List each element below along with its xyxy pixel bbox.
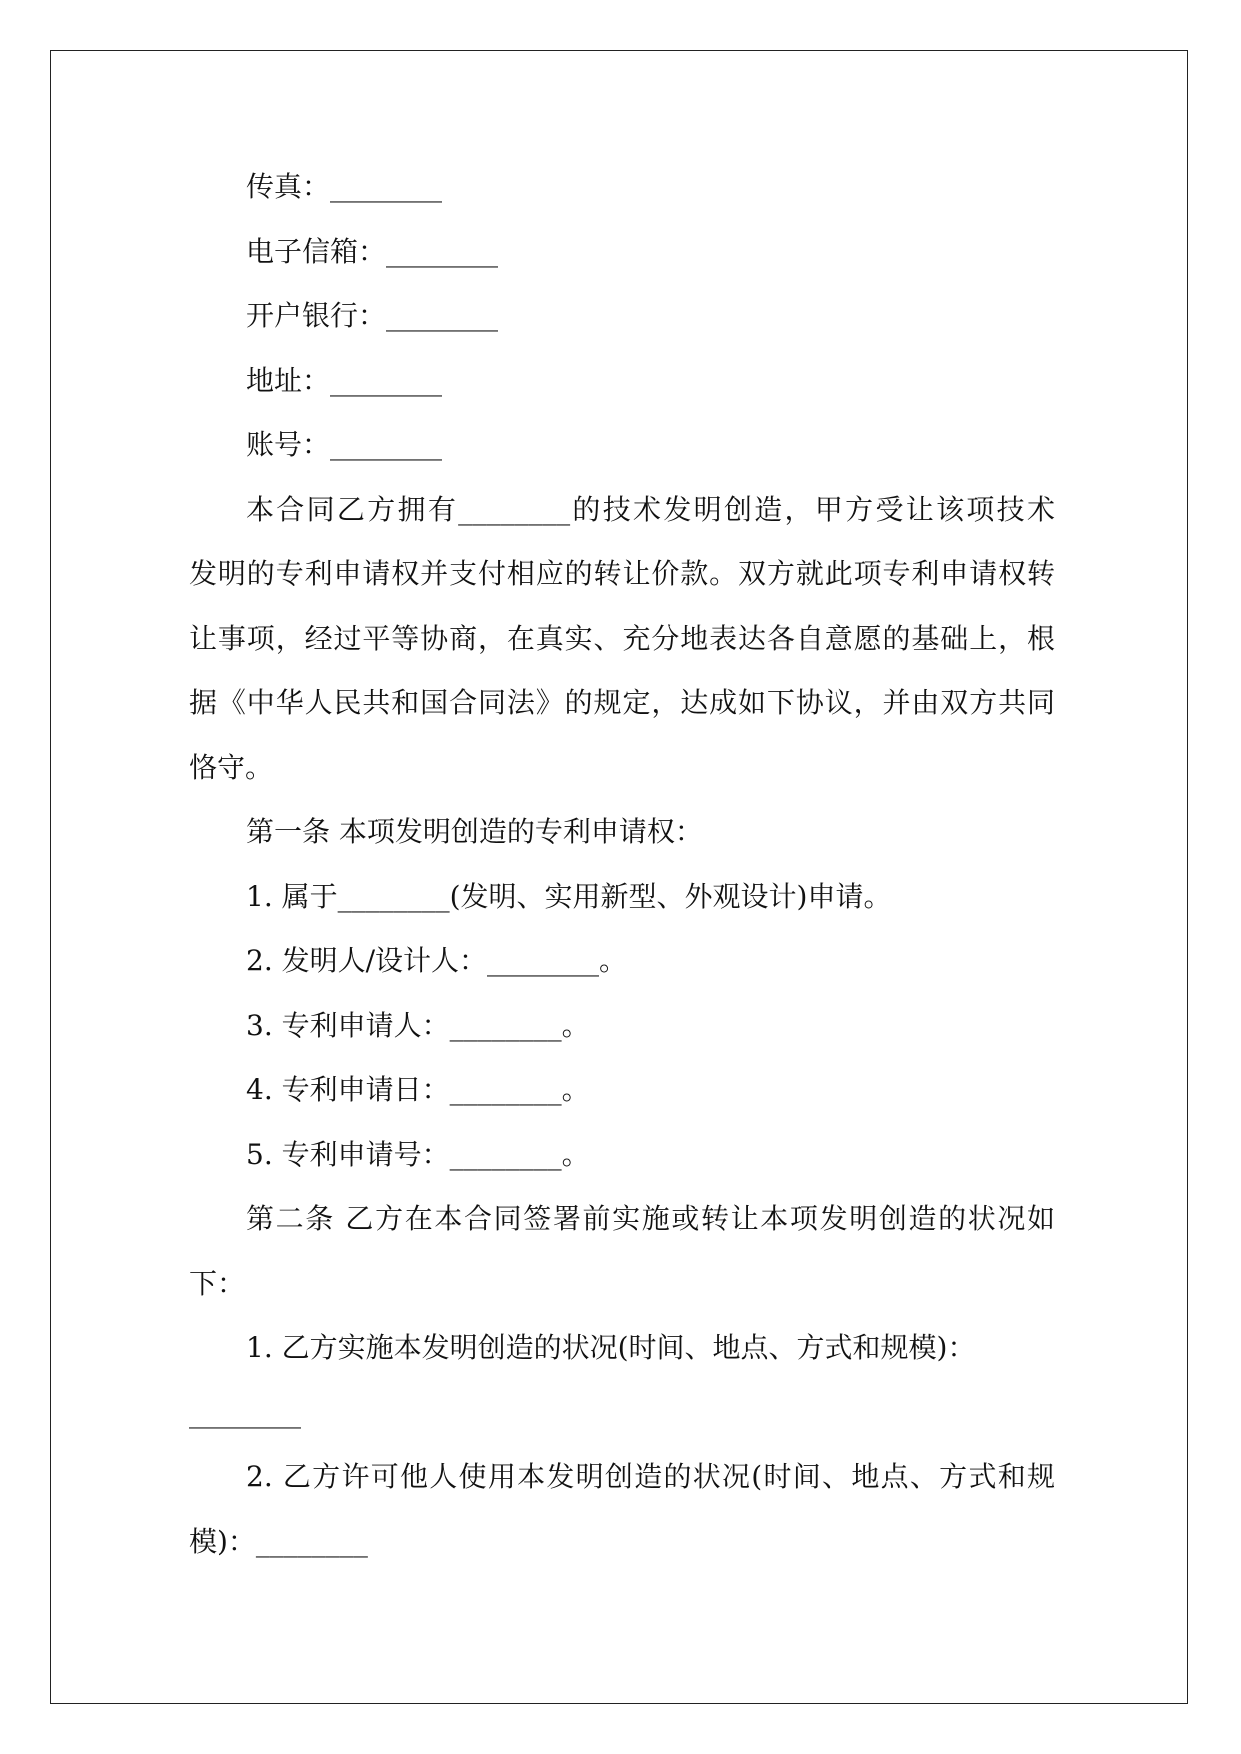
- preamble-line-2: 发明的专利申请权并支付相应的转让价款。双方就此项专利申请权转: [189, 557, 1055, 590]
- article-2-item-1-line-1: 1. 乙方实施本发明创造的状况(时间、地点、方式和规模)：: [246, 1331, 976, 1364]
- preamble-line-4: 据《中华人民共和国合同法》的规定，达成如下协议，并由双方共同: [189, 686, 1055, 719]
- article-1-item-1: 1. 属于________(发明、实用新型、外观设计)申请。: [246, 879, 892, 913]
- fax-line: 传真：________: [246, 170, 443, 203]
- article-1-item-2: 2. 发明人/设计人：________。: [246, 944, 628, 977]
- article-2-item-2-line-2: 模)：________: [189, 1524, 368, 1558]
- article-2-item-2-line-1: 2. 乙方许可他人使用本发明创造的状况(时间、地点、方式和规: [246, 1460, 1055, 1493]
- preamble-line-5: 恪守。: [189, 750, 274, 784]
- preamble-line-1: 本合同乙方拥有________的技术发明创造，甲方受让该项技术: [246, 492, 1055, 526]
- article-1-item-5: 5. 专利申请号：________。: [246, 1137, 590, 1171]
- preamble-line-3: 让事项，经过平等协商，在真实、充分地表达各自意愿的基础上，根: [189, 621, 1055, 655]
- account-line: 账号：________: [246, 428, 443, 461]
- article-2-heading-line-2: 下：: [189, 1266, 246, 1300]
- article-1-item-3: 3. 专利申请人：________。: [246, 1008, 590, 1042]
- document-body: [189, 155, 1055, 1574]
- email-line: 电子信箱：________: [246, 234, 499, 268]
- article-1-item-4: 4. 专利申请日：________。: [246, 1073, 590, 1106]
- article-2-item-1-line-2: ________: [189, 1395, 301, 1429]
- article-1-heading: 第一条 本项发明创造的专利申请权：: [246, 815, 703, 848]
- article-2-heading-line-1: 第二条 乙方在本合同签署前实施或转让本项发明创造的状况如: [246, 1202, 1055, 1235]
- address-line: 地址：________: [246, 363, 443, 397]
- bank-line: 开户银行：________: [246, 299, 499, 332]
